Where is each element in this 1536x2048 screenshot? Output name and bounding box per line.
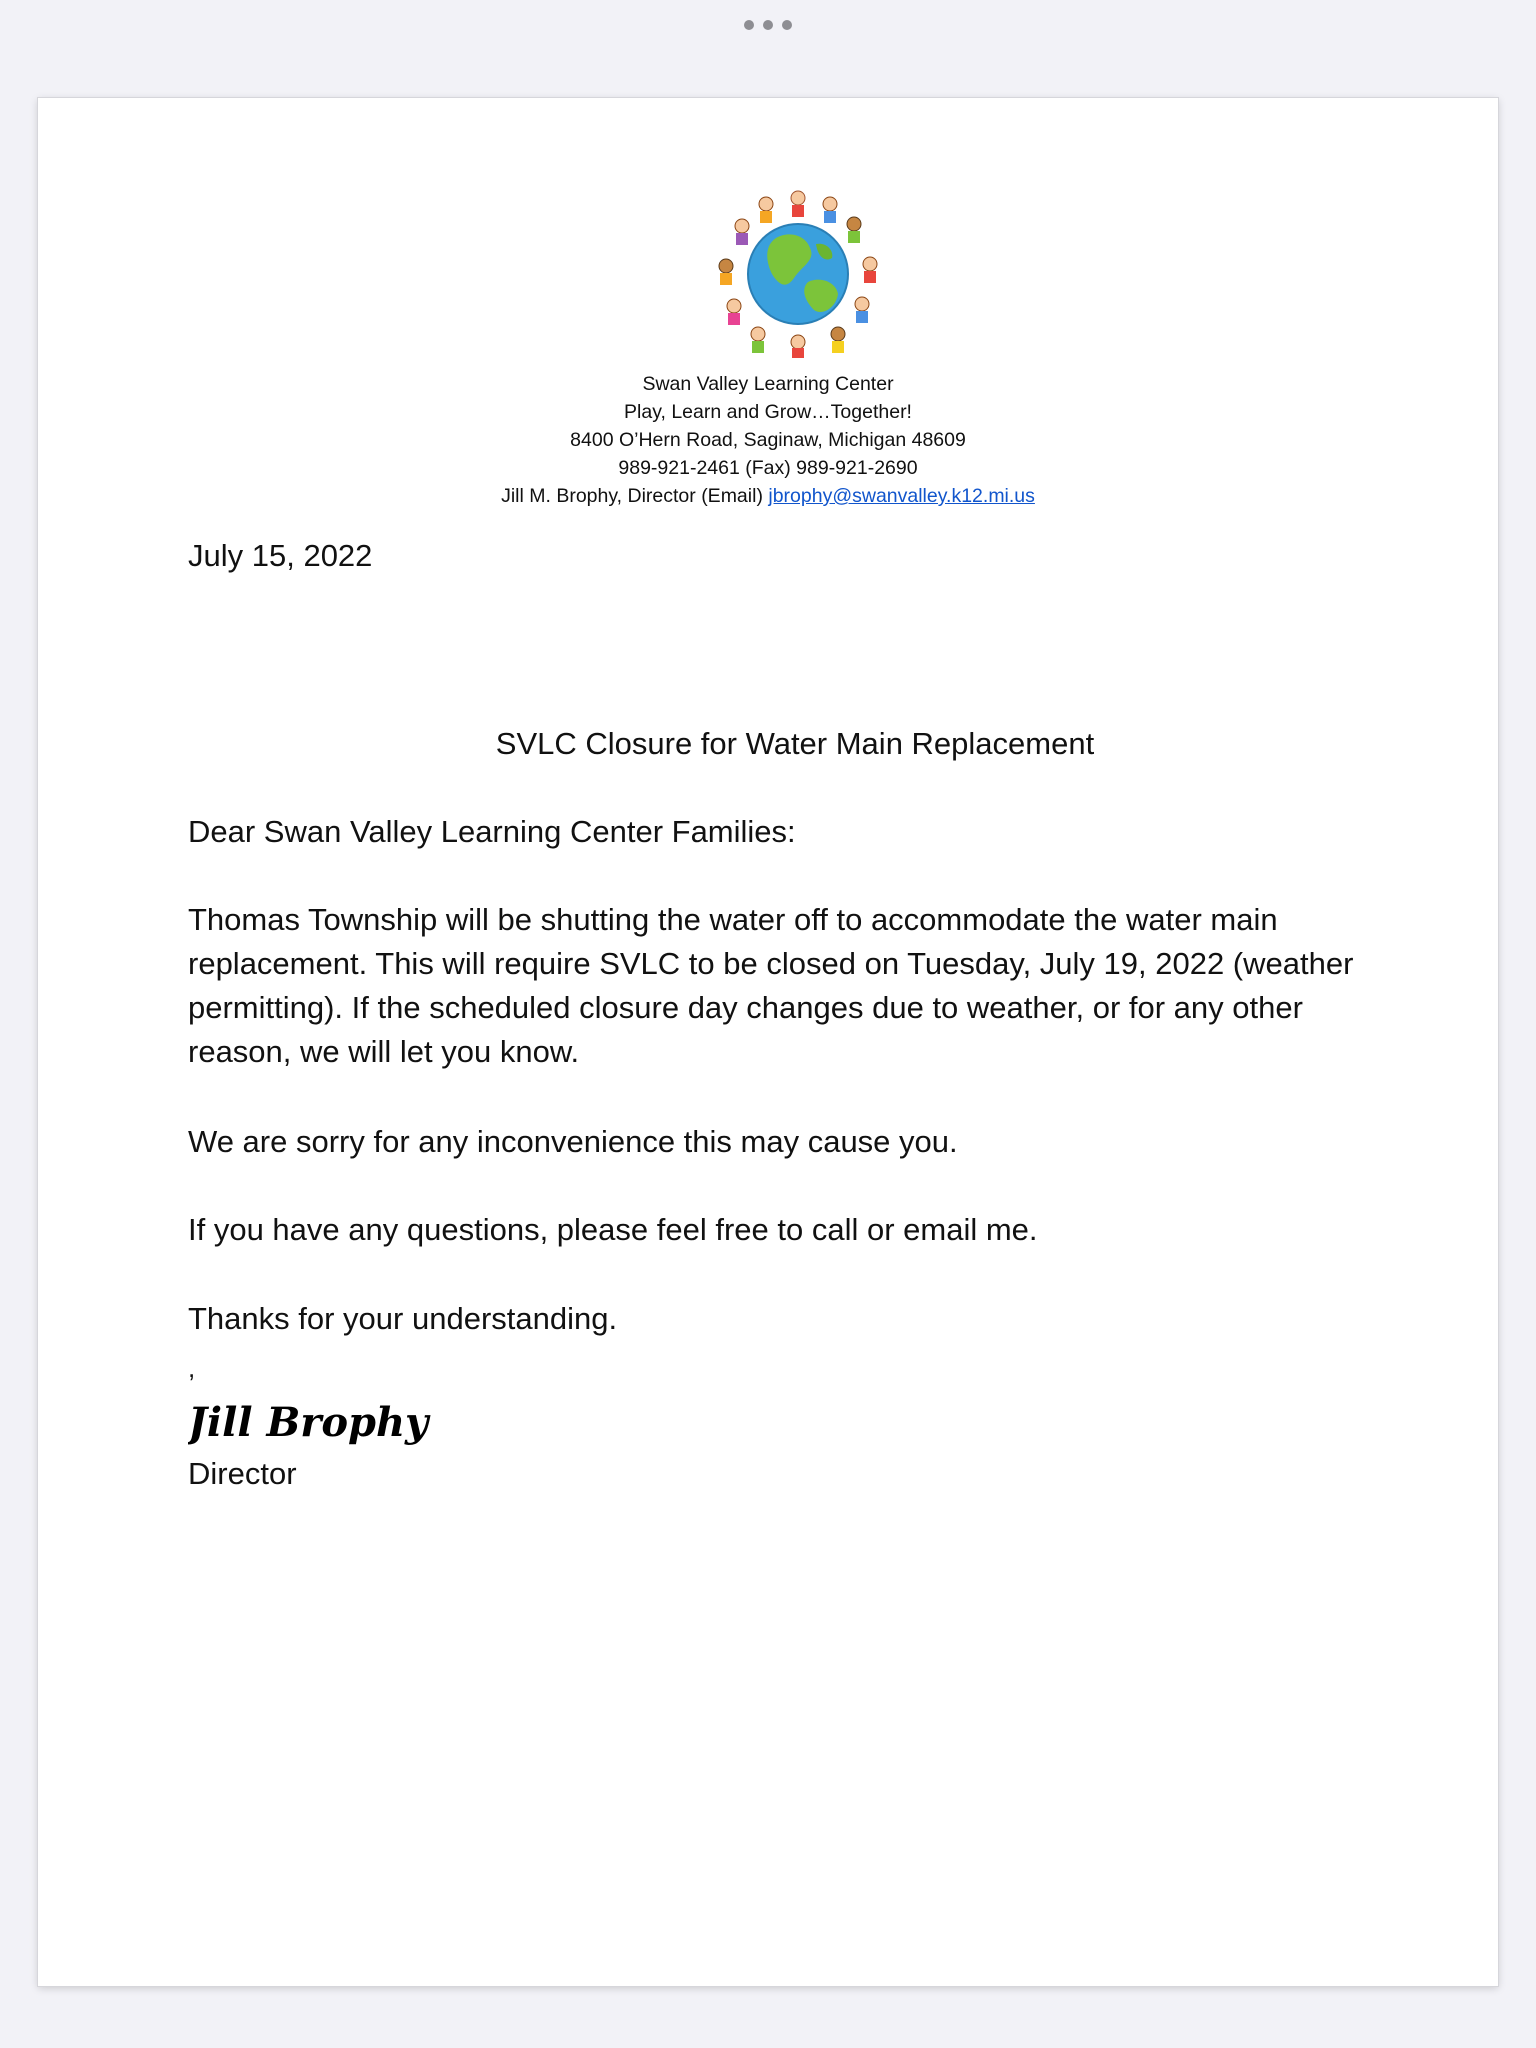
ellipsis-icon[interactable]: [744, 18, 792, 32]
salutation: Dear Swan Valley Learning Center Families:: [188, 814, 796, 849]
phone-numbers: 989-921-2461 (Fax) 989-921-2690: [618, 457, 918, 479]
subject-text: SVLC Closure for Water Main Replacement: [495, 726, 1095, 761]
letter-subject: [188, 722, 1402, 766]
letter-date: July 15, 2022: [188, 538, 373, 573]
signer-title: Director: [188, 1456, 297, 1491]
signature: [188, 1388, 448, 1458]
paragraph-questions: If you have any questions, please feel free to call or email me.: [188, 1212, 1038, 1247]
address: 8400 O’Hern Road, Saginaw, Michigan 48609: [570, 429, 966, 451]
signature-text: Jill Brophy: [188, 1399, 429, 1446]
org-name: Swan Valley Learning Center: [642, 373, 894, 395]
document-page: [38, 98, 1498, 1986]
children-around-globe-logo: [706, 186, 890, 360]
dot: [744, 20, 754, 30]
director-contact: [338, 482, 1198, 510]
paragraph-closure-notice: Thomas Township will be shutting the water off to accommodate the water main replacement. This will require SVLC to be closed on Tuesday, July 19, 2022 (weather permitting). If the scheduled closure day changes due to weather, or for any other reason, we will let you know.: [188, 902, 1354, 1069]
director-prefix: Jill M. Brophy, Director (Email): [501, 485, 769, 507]
letterhead: [338, 370, 1198, 510]
tagline: Play, Learn and Grow…Together!: [624, 401, 912, 423]
comma-mark: ,: [188, 1353, 196, 1383]
closing-line: Thanks for your understanding.: [188, 1301, 618, 1336]
dot: [782, 20, 792, 30]
paragraph-apology: We are sorry for any inconvenience this may cause you.: [188, 1124, 958, 1159]
dot: [763, 20, 773, 30]
email-link[interactable]: jbrophy@swanvalley.k12.mi.us: [768, 485, 1035, 507]
